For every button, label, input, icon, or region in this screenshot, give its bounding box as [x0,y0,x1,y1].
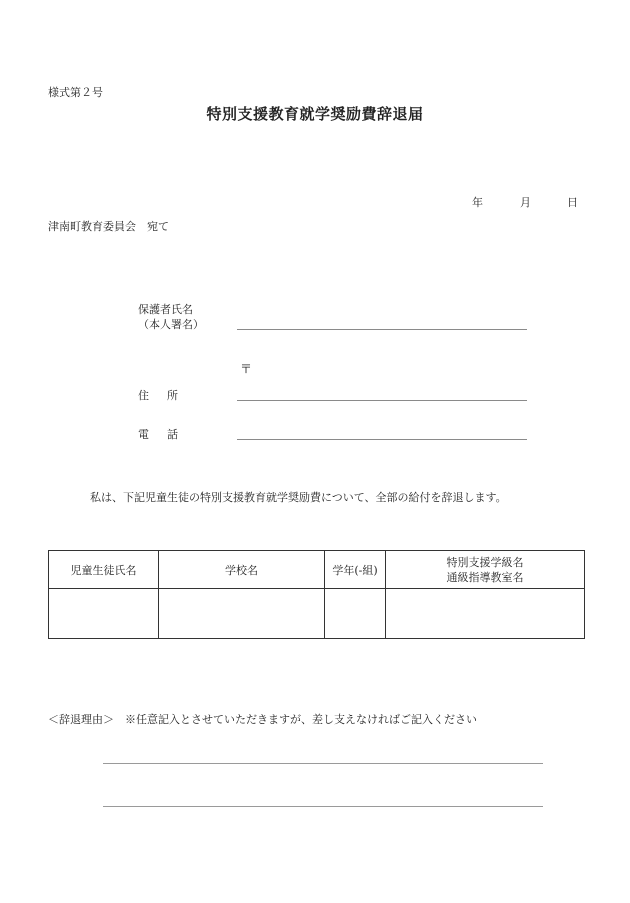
phone-field[interactable] [237,439,527,440]
phone-label: 電話 [138,428,196,441]
postal-mark: 〒 [240,362,253,376]
table-header-row [49,551,585,589]
student-info-table [48,550,585,639]
header-grade-class: 学年(-組) [325,551,386,589]
header-student-name: 児童生徒氏名 [49,551,159,589]
address-label: 住所 [138,389,196,402]
document-title: 特別支援教育就学奨励費辞退届 [206,105,424,123]
reason-field-line-2[interactable] [103,806,543,807]
declaration-statement: 私は、下記児童生徒の特別支援教育就学奨励費について、全部の給付を辞退します。 [90,491,507,504]
date-day-label: 日 [567,196,578,209]
reason-field-line-1[interactable] [103,763,543,764]
guardian-name-label: 保護者氏名 [138,303,193,316]
date-year-label: 年 [472,196,483,209]
form-number: 様式第２号 [48,86,103,99]
reason-heading: ＜辞退理由＞ ※任意記入とさせていただきますが、差し支えなければご記入ください [48,713,477,726]
header-school-name: 学校名 [159,551,325,589]
guardian-signature-label: （本人署名） [138,318,204,331]
table-row [49,589,585,639]
header-special-class [386,551,585,589]
cell-grade-class[interactable] [325,589,386,639]
address-field[interactable] [237,400,527,401]
cell-special-class[interactable] [386,589,585,639]
header-special-class-line2: 通級指導教室名 [446,570,524,584]
cell-student-name[interactable] [49,589,159,639]
date-month-label: 月 [520,196,531,209]
cell-school-name[interactable] [159,589,325,639]
header-special-class-line1: 特別支援学級名 [446,555,524,569]
addressee: 津南町教育委員会 宛て [48,220,169,233]
guardian-name-field[interactable] [237,329,527,330]
